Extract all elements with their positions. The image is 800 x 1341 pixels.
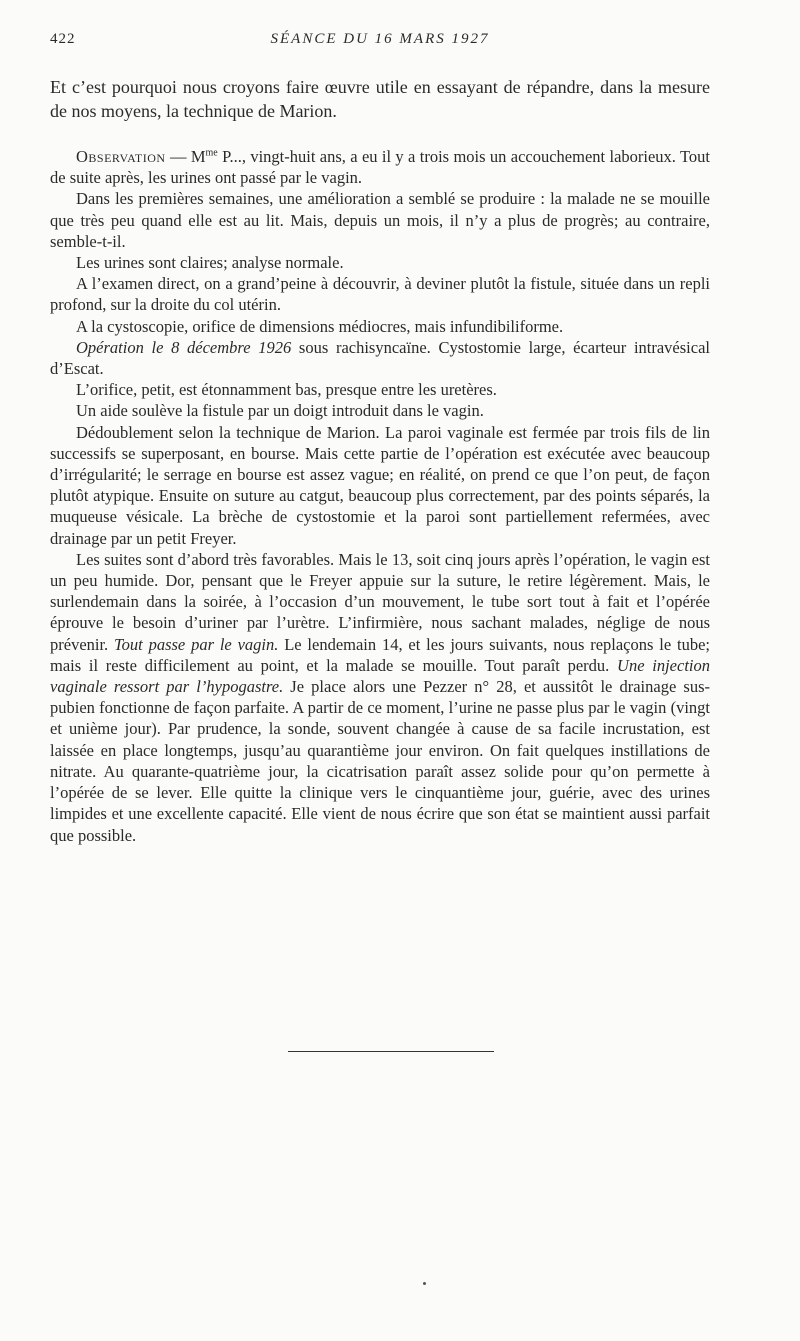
observation-intro: P..., vingt-huit ans, a eu il y a trois mois un accouchement laborieux. Tout de suite après, les urines ont passé par le vagin. bbox=[50, 147, 711, 188]
paragraph-direct-exam: A l’examen direct, on a grand’peine à découvrir, à deviner plutôt la fistule, située dans un repli profond, sur la droite du col utérin. bbox=[50, 274, 710, 315]
paragraph-technique: Dédoublement selon la technique de Marion. La paroi vaginale est fermée par trois fils de lin successifs se superposant, en bourse. Mais cette partie de l’opération est exécutée avec beaucoup d’irrégularité; le serrage en bourse est assez vague; en réalité, on prend ce que l’on peut, de façon plutôt atypique. Ensuite on suture au catgut, beaucoup plus correctement, par des points séparés, la muqueuse vésicale. La brèche de cystostomie et la paroi sont partiellement refermées, avec drainage par un petit Freyer. bbox=[50, 422, 710, 548]
paragraph-urines: Les urines sont claires; analyse normale. bbox=[76, 253, 344, 273]
operation-date: Opération le 8 décembre 1926 bbox=[76, 337, 292, 357]
page-number: 422 bbox=[50, 31, 76, 47]
follow-up-italic-injection: Une injection vaginale ressort par l’hypogastre. bbox=[50, 655, 710, 697]
paragraph-orifice: L’orifice, petit, est étonnamment bas, presque entre les uretères. bbox=[76, 380, 497, 400]
running-title: SÉANCE DU 16 MARS 1927 bbox=[270, 31, 490, 47]
operation-details: sous rachisyncaïne. Cystostomie large, écarteur intravésical d’Escat. bbox=[50, 337, 710, 379]
observation-paragraph bbox=[50, 146, 710, 188]
print-speck bbox=[423, 1282, 426, 1285]
page-header bbox=[50, 31, 710, 53]
paragraph-operation bbox=[50, 337, 710, 379]
paragraph-first-weeks: Dans les premières semaines, une amélioration a semblé se produire : la malade ne se mouille que très peu quand elle est au lit. Mais, depuis un mois, il n’y a plus de progrès; au contraire, semble-t-il. bbox=[50, 189, 710, 251]
lead-paragraph: Et c’est pourquoi nous croyons faire œuvre utile en essayant de répandre, dans la mesure de nos moyens, la technique de Marion. bbox=[50, 77, 710, 121]
observation-subject: M bbox=[190, 147, 206, 166]
paragraph-cystoscopy: A la cystoscopie, orifice de dimensions médiocres, mais infundibiliforme. bbox=[76, 316, 564, 336]
paragraph-follow-up bbox=[50, 549, 710, 846]
follow-up-part-b: Le lendemain 14, et les jours suivants, nous replaçons le tube; mais il reste difficilement au point, et la malade se mouille. Tout paraît perdu. bbox=[50, 634, 710, 675]
observation-label: Observation bbox=[76, 147, 166, 166]
section-rule bbox=[288, 1051, 494, 1052]
observation-dash: — bbox=[165, 147, 191, 166]
observation-subject-sup: me bbox=[205, 147, 218, 159]
follow-up-part-a: Les suites sont d’abord très favorables. Mais le 13, soit cinq jours après l’opération, le vagin est un peu humide. Dor, pensant que le Freyer appuie sur la suture, le retire légèrement. Mais, le surlendemain dans la soirée, à l’occasion d’un mouvement, le tube sort tout à fait et l’opérée éprouve le besoin d’uriner par l’urètre. L’infirmière, nous sachant malades, néglige de nous prévenir. bbox=[50, 549, 710, 654]
follow-up-italic-vagin: Tout passe par le vagin. bbox=[114, 634, 279, 654]
paragraph-assistant: Un aide soulève la fistule par un doigt introduit dans le vagin. bbox=[76, 401, 484, 421]
observation-body bbox=[50, 146, 710, 846]
follow-up-part-c: Je place alors une Pezzer n° 28, et aussitôt le drainage sus-pubien fonctionne de façon parfaite. A partir de ce moment, l’urine ne passe plus par le vagin (vingt et unième jour). Par prudence, la sonde, souvent changée à cause de sa facile incrustation, est laissée en place longtemps, jusqu’au quarantième jour environ. On fait quelques instillations de nitrate. Au quarante-quatrième jour, la cicatrisation paraît assez solide pour qu’on permette à l’opérée de se lever. Elle quitte la clinique vers le cinquantième jour, guérie, avec des urines limpides et une excellente capacité. Elle vient de nous écrire que son état se maintient aussi parfait que possible. bbox=[50, 677, 710, 845]
